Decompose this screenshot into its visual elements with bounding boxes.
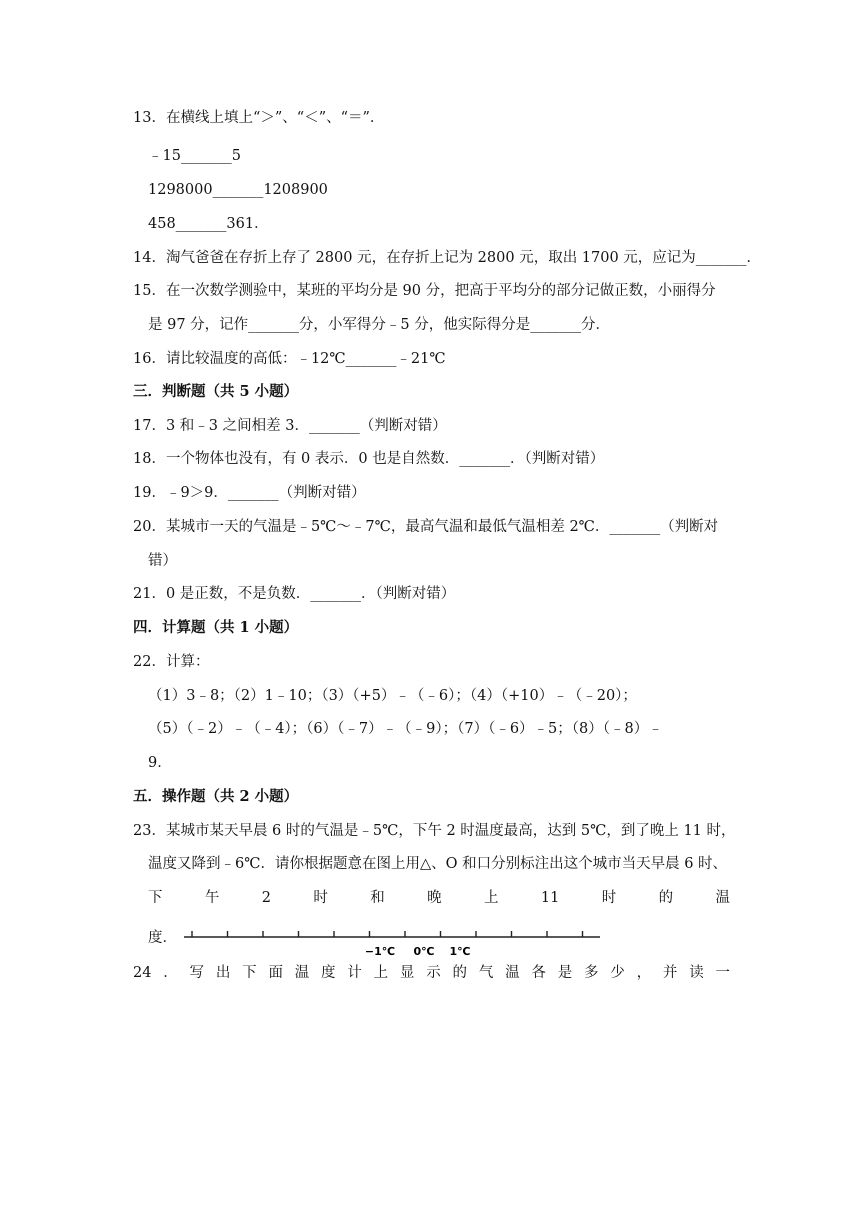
temperature-number-line [180, 924, 604, 960]
tick-label-1: 1℃ [449, 945, 471, 958]
q23-word: 时 [601, 890, 617, 906]
q24-word: 少 [610, 965, 625, 981]
number-line-ticks [192, 931, 583, 937]
q22-line-3: 9． [148, 755, 172, 771]
q13-row-1: ﹣15_______5 [148, 148, 241, 164]
q24-word: 24 [133, 965, 152, 981]
q13-stem: 13．在横线上填上“＞”、“＜”、“＝”． [133, 110, 385, 126]
q17-text: 17．3 和﹣3 之间相差 3．_______（判断对错） [133, 418, 447, 434]
q15-line-2: 是 97 分，记作_______分，小军得分﹣5 分，他实际得分是_______分． [148, 317, 611, 333]
q15-line-1: 15．在一次数学测验中，某班的平均分是 90 分，把高于平均分的部分记做正数，小丽得分 [133, 283, 716, 299]
q23-word: 2 [261, 890, 271, 906]
q24-word: 写 [189, 965, 205, 981]
q24-word: ． [163, 965, 178, 981]
q19-text: 19．﹣9＞9．_______（判断对错） [133, 485, 366, 501]
q24-word: 温 [505, 965, 520, 981]
q24-word: 上 [373, 965, 389, 981]
q24-word: 计 [347, 965, 362, 981]
q24-word: 出 [215, 965, 231, 981]
q14-text: 14．淘气爸爸在存折上存了 2800 元，在存折上记为 2800 元，取出 1700 元，应记为_______． [133, 250, 762, 266]
q24-word: 一 [715, 965, 730, 981]
q24-word: 面 [268, 965, 283, 981]
q22-stem: 22．计算： [133, 654, 210, 670]
q24-line [133, 963, 730, 983]
q24-word: 显 [399, 965, 415, 981]
section-4-heading: 四．计算题（共 1 小题） [133, 619, 299, 636]
tick-label-minus-1: −1℃ [364, 945, 396, 958]
q23-word: 的 [658, 890, 674, 906]
q24-word: 读 [689, 965, 704, 981]
q24-word: 气 [478, 965, 494, 981]
q23-line-4: 度． [148, 930, 177, 946]
q23-word: 晚 [427, 890, 442, 906]
q23-word: 午 [204, 890, 220, 906]
q24-word: 温 [294, 965, 310, 981]
q24-word: ， [636, 965, 652, 981]
q24-word: 并 [662, 965, 678, 981]
q24-word: 下 [242, 965, 257, 981]
q23-word: 和 [370, 890, 385, 906]
q18-text: 18．一个物体也没有，有 0 表示．0 也是自然数．_______．（判断对错） [133, 451, 605, 467]
q21-text: 21．0 是正数，不是负数．_______．（判断对错） [133, 586, 456, 602]
q23-word: 上 [483, 890, 499, 906]
q23-word: 温 [715, 890, 730, 906]
section-5-heading: 五．操作题（共 2 小题） [133, 788, 299, 805]
q22-line-2: （5）（﹣2）﹣（﹣4）；（6）（﹣7）﹣（﹣9）；（7）（﹣6）﹣5；（8）（﹣8）﹣ [148, 721, 663, 737]
q13-row-3: 458_______361． [148, 216, 269, 232]
q24-word: 示 [426, 965, 441, 981]
q23-line-2: 温度又降到﹣6℃．请你根据题意在图上用△、O 和口分别标注出这个城市当天早晨 6 时、 [148, 856, 728, 872]
q13-row-2: 1298000_______1208900 [148, 182, 328, 198]
q23-word: 11 [540, 890, 560, 906]
q22-line-1: （1）3﹣8；（2）1﹣10；（3）（+5）﹣（﹣6）；（4）（+10）﹣（﹣20）； [148, 688, 637, 704]
q24-word: 各 [531, 965, 546, 981]
q23-line-3 [148, 888, 730, 908]
section-3-heading: 三．判断题（共 5 小题） [133, 383, 299, 400]
q20-line-1: 20．某城市一天的气温是﹣5℃～﹣7℃，最高气温和最低气温相差 2℃．_______（判断对 [133, 519, 719, 535]
q16-text: 16．请比较温度的高低：﹣12℃_______﹣21℃ [133, 351, 446, 367]
q23-line-1: 23．某城市某天早晨 6 时的气温是﹣5℃，下午 2 时温度最高，达到 5℃，到了晚上 11 时， [133, 823, 736, 839]
tick-label-0: 0℃ [413, 945, 435, 958]
q23-word: 时 [313, 890, 328, 906]
q23-word: 下 [148, 890, 163, 906]
q24-word: 多 [584, 965, 599, 981]
q24-word: 度 [321, 965, 336, 981]
q20-line-2: 错） [148, 553, 177, 569]
q24-word: 是 [557, 965, 573, 981]
q24-word: 的 [452, 965, 468, 981]
